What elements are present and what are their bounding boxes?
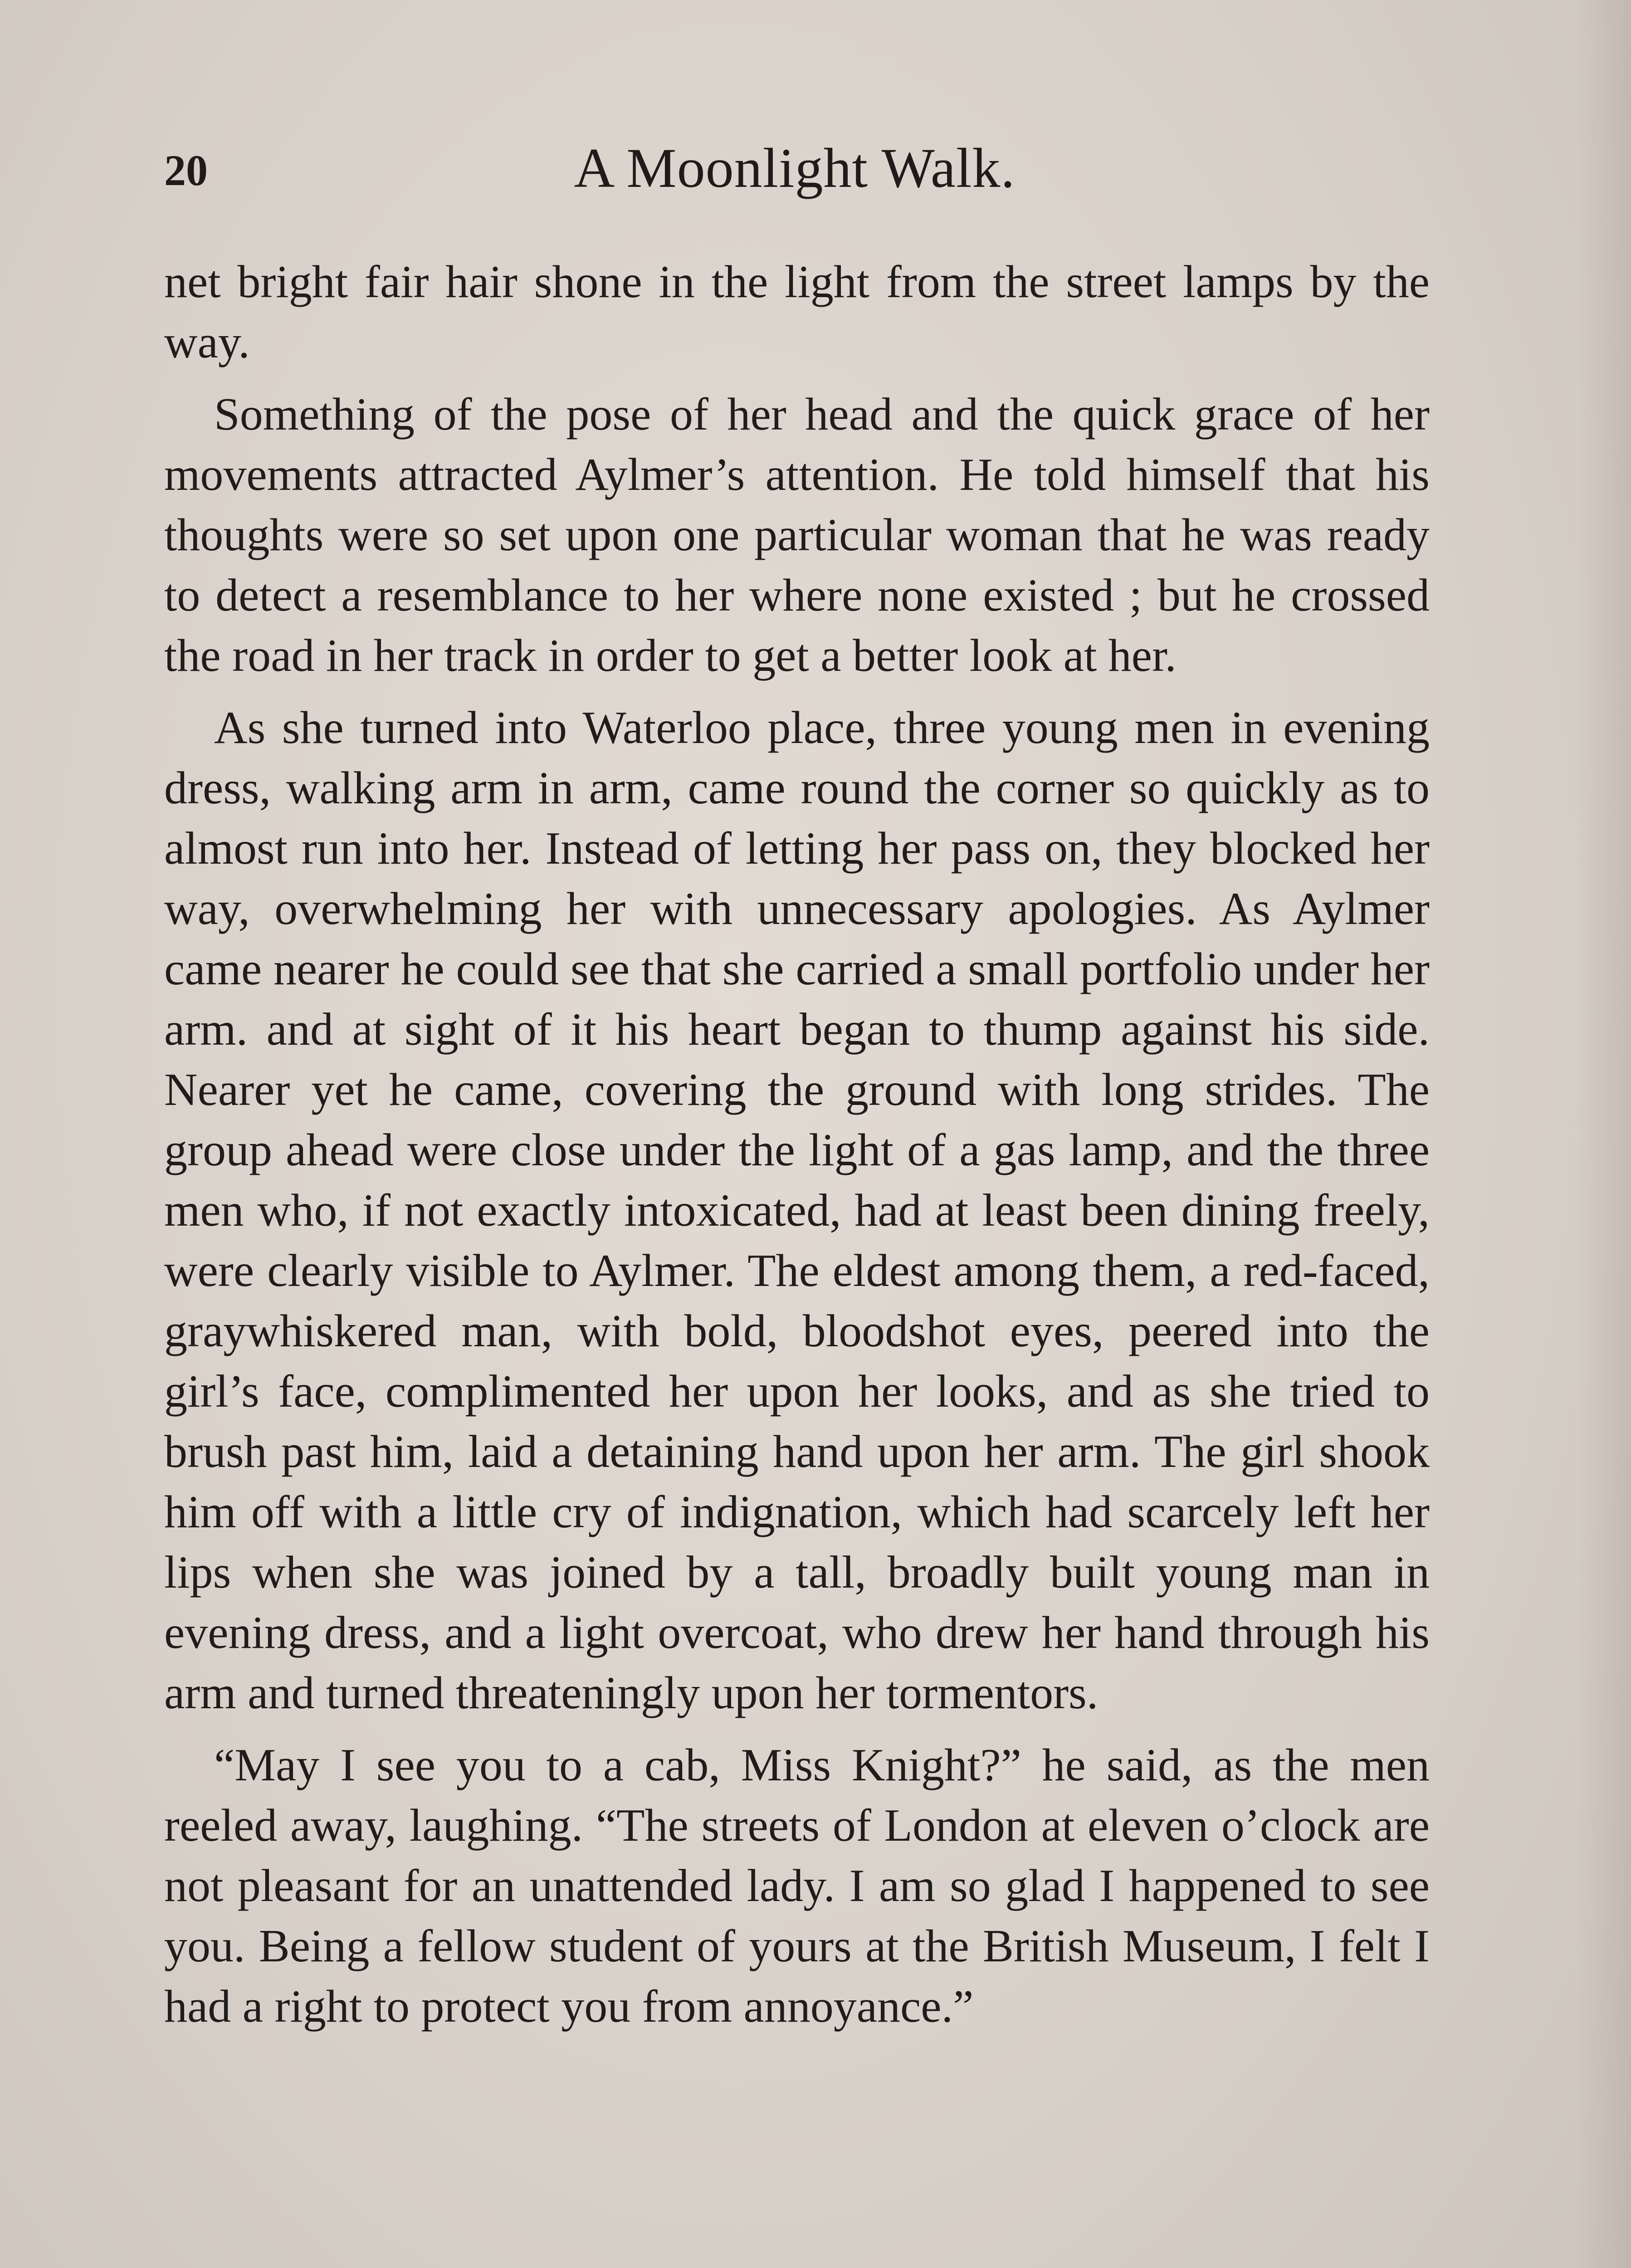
running-header: [164, 136, 1425, 209]
paragraph: “May I see you to a cab, Miss Knight?” he said, as the men reeled away, laughing. “The streets of London at eleven o’clock are not pleasant for an unattended lady. I am so glad I happened to see you. Being a fellow student of yours at the British Museum, I felt I had a right to protect you from annoyance.”: [164, 1740, 1430, 2032]
paragraph-continuation: net bright fair hair shone in the light from the street lamps by the way.: [164, 256, 1430, 368]
paragraph: As she turned into Waterloo place, three young men in evening dress, walking arm in arm, came round the corner so quickly as to almost run into her. Instead of letting her pass on, they blocked her way, overwhelming her with unnecessary apologies. As Aylmer came nearer he could see that she carried a small portfolio under her arm. and at sight of it his heart began to thump against his side. Nearer yet he came, covering the ground with long strides. The group ahead were close under the light of a gas lamp, and the three men who, if not exactly intoxicated, had at least been dining freely, were clearly visible to Aylmer. The eldest among them, a red-faced, graywhiskered man, with bold, bloodshot eyes, peered into the girl’s face, complimented her upon her looks, and as she tried to brush past him, laid a detaining hand upon her arm. The girl shook him off with a little cry of indignation, which had scarcely left her lips when she was joined by a tall, broadly built young man in evening dress, and a light overcoat, who drew her hand through his arm and turned threateningly upon her tormentors.: [164, 702, 1430, 1719]
running-title: A Moonlight Walk.: [574, 137, 1016, 199]
body-text: [164, 252, 1430, 2048]
page-edge-shading: [1577, 0, 1631, 2268]
page-number: 20: [164, 146, 208, 195]
paragraph: Something of the pose of her head and the quick grace of her movements attracted Aylmer’s attention. He told himself that his thoughts were so set upon one particular woman that he was ready to detect a resemblance to her where none existed ; but he crossed the road in her track in order to get a better look at her.: [164, 389, 1430, 681]
